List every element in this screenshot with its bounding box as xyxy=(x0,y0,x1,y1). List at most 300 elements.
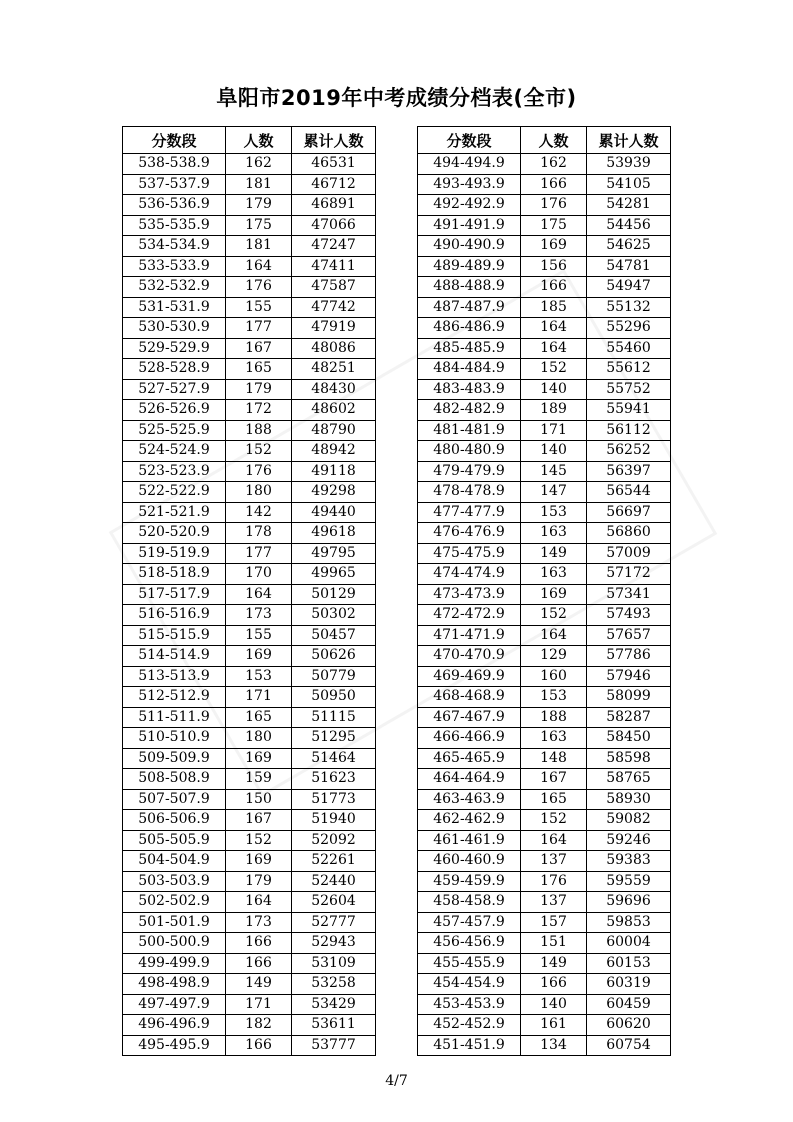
table-row xyxy=(418,441,671,462)
cell-cumulative: 56860 xyxy=(587,523,671,544)
table-row xyxy=(418,646,671,667)
table-row xyxy=(123,461,376,482)
cell-range: 532-532.9 xyxy=(123,277,226,298)
table-row xyxy=(418,605,671,626)
cell-range: 460-460.9 xyxy=(418,851,521,872)
table-row xyxy=(418,461,671,482)
cell-range: 506-506.9 xyxy=(123,810,226,831)
cell-range: 510-510.9 xyxy=(123,728,226,749)
cell-cumulative: 50457 xyxy=(292,625,376,646)
cell-count: 157 xyxy=(521,912,587,933)
cell-cumulative: 54947 xyxy=(587,277,671,298)
header-count: 人数 xyxy=(226,127,292,154)
table-row xyxy=(418,400,671,421)
cell-count: 140 xyxy=(521,379,587,400)
table-row xyxy=(123,789,376,810)
cell-cumulative: 53109 xyxy=(292,953,376,974)
table-row xyxy=(123,338,376,359)
cell-count: 175 xyxy=(226,215,292,236)
cell-cumulative: 55132 xyxy=(587,297,671,318)
cell-range: 454-454.9 xyxy=(418,974,521,995)
cell-count: 169 xyxy=(226,646,292,667)
table-row xyxy=(123,400,376,421)
cell-cumulative: 50779 xyxy=(292,666,376,687)
cell-range: 523-523.9 xyxy=(123,461,226,482)
cell-count: 164 xyxy=(521,830,587,851)
cell-cumulative: 56397 xyxy=(587,461,671,482)
cell-cumulative: 50129 xyxy=(292,584,376,605)
table-row xyxy=(123,564,376,585)
table-row xyxy=(418,789,671,810)
cell-range: 519-519.9 xyxy=(123,543,226,564)
cell-cumulative: 53777 xyxy=(292,1035,376,1056)
table-row xyxy=(418,707,671,728)
cell-count: 179 xyxy=(226,195,292,216)
cell-count: 153 xyxy=(521,502,587,523)
cell-cumulative: 59853 xyxy=(587,912,671,933)
table-row xyxy=(123,728,376,749)
cell-count: 164 xyxy=(521,338,587,359)
table-row xyxy=(123,769,376,790)
cell-count: 167 xyxy=(226,338,292,359)
cell-count: 166 xyxy=(521,174,587,195)
cell-cumulative: 46891 xyxy=(292,195,376,216)
cell-cumulative: 47066 xyxy=(292,215,376,236)
cell-count: 176 xyxy=(226,277,292,298)
cell-count: 177 xyxy=(226,543,292,564)
cell-range: 465-465.9 xyxy=(418,748,521,769)
cell-cumulative: 52261 xyxy=(292,851,376,872)
table-row xyxy=(123,256,376,277)
table-body-right xyxy=(418,154,671,1056)
cell-range: 513-513.9 xyxy=(123,666,226,687)
table-row xyxy=(418,543,671,564)
cell-count: 165 xyxy=(521,789,587,810)
cell-count: 156 xyxy=(521,256,587,277)
cell-count: 159 xyxy=(226,769,292,790)
cell-count: 145 xyxy=(521,461,587,482)
cell-range: 535-535.9 xyxy=(123,215,226,236)
cell-cumulative: 48942 xyxy=(292,441,376,462)
cell-cumulative: 53258 xyxy=(292,974,376,995)
cell-count: 129 xyxy=(521,646,587,667)
cell-count: 140 xyxy=(521,441,587,462)
cell-cumulative: 47247 xyxy=(292,236,376,257)
cell-cumulative: 60754 xyxy=(587,1035,671,1056)
cell-count: 179 xyxy=(226,379,292,400)
cell-range: 464-464.9 xyxy=(418,769,521,790)
table-row xyxy=(123,912,376,933)
cell-cumulative: 56112 xyxy=(587,420,671,441)
cell-range: 481-481.9 xyxy=(418,420,521,441)
table-row xyxy=(418,277,671,298)
cell-range: 475-475.9 xyxy=(418,543,521,564)
table-row xyxy=(123,810,376,831)
cell-range: 528-528.9 xyxy=(123,359,226,380)
table-row xyxy=(418,1035,671,1056)
table-row xyxy=(418,933,671,954)
cell-count: 153 xyxy=(521,687,587,708)
cell-cumulative: 59082 xyxy=(587,810,671,831)
cell-range: 515-515.9 xyxy=(123,625,226,646)
table-body-left xyxy=(123,154,376,1056)
cell-range: 462-462.9 xyxy=(418,810,521,831)
cell-range: 521-521.9 xyxy=(123,502,226,523)
cell-range: 511-511.9 xyxy=(123,707,226,728)
cell-count: 164 xyxy=(521,318,587,339)
cell-range: 463-463.9 xyxy=(418,789,521,810)
cell-count: 155 xyxy=(226,297,292,318)
cell-cumulative: 54456 xyxy=(587,215,671,236)
cell-cumulative: 59696 xyxy=(587,892,671,913)
cell-count: 152 xyxy=(521,810,587,831)
cell-cumulative: 48790 xyxy=(292,420,376,441)
cell-cumulative: 49118 xyxy=(292,461,376,482)
cell-cumulative: 51295 xyxy=(292,728,376,749)
cell-count: 173 xyxy=(226,912,292,933)
cell-range: 494-494.9 xyxy=(418,154,521,175)
cell-count: 151 xyxy=(521,933,587,954)
cell-cumulative: 50302 xyxy=(292,605,376,626)
cell-count: 169 xyxy=(521,236,587,257)
header-cumulative: 累计人数 xyxy=(587,127,671,154)
cell-range: 529-529.9 xyxy=(123,338,226,359)
cell-count: 149 xyxy=(226,974,292,995)
table-row xyxy=(418,359,671,380)
table-row xyxy=(123,277,376,298)
cell-cumulative: 46712 xyxy=(292,174,376,195)
cell-cumulative: 48086 xyxy=(292,338,376,359)
cell-cumulative: 49965 xyxy=(292,564,376,585)
cell-count: 149 xyxy=(521,953,587,974)
cell-range: 458-458.9 xyxy=(418,892,521,913)
cell-range: 483-483.9 xyxy=(418,379,521,400)
cell-range: 538-538.9 xyxy=(123,154,226,175)
cell-range: 530-530.9 xyxy=(123,318,226,339)
cell-count: 166 xyxy=(226,1035,292,1056)
table-row xyxy=(418,974,671,995)
table-row xyxy=(418,892,671,913)
table-row xyxy=(123,707,376,728)
cell-cumulative: 55612 xyxy=(587,359,671,380)
cell-cumulative: 57657 xyxy=(587,625,671,646)
table-row xyxy=(123,236,376,257)
cell-cumulative: 47742 xyxy=(292,297,376,318)
cell-count: 180 xyxy=(226,728,292,749)
cell-cumulative: 53939 xyxy=(587,154,671,175)
cell-cumulative: 57493 xyxy=(587,605,671,626)
cell-cumulative: 52777 xyxy=(292,912,376,933)
cell-cumulative: 51773 xyxy=(292,789,376,810)
page-title: 阜阳市2019年中考成绩分档表(全市) xyxy=(216,86,577,110)
cell-range: 459-459.9 xyxy=(418,871,521,892)
cell-range: 473-473.9 xyxy=(418,584,521,605)
cell-range: 472-472.9 xyxy=(418,605,521,626)
cell-range: 492-492.9 xyxy=(418,195,521,216)
cell-range: 502-502.9 xyxy=(123,892,226,913)
cell-range: 508-508.9 xyxy=(123,769,226,790)
table-row xyxy=(418,748,671,769)
cell-cumulative: 56697 xyxy=(587,502,671,523)
cell-count: 179 xyxy=(226,871,292,892)
cell-cumulative: 60620 xyxy=(587,1015,671,1036)
cell-range: 527-527.9 xyxy=(123,379,226,400)
cell-range: 499-499.9 xyxy=(123,953,226,974)
cell-range: 455-455.9 xyxy=(418,953,521,974)
table-row xyxy=(123,605,376,626)
cell-cumulative: 52943 xyxy=(292,933,376,954)
cell-range: 526-526.9 xyxy=(123,400,226,421)
cell-cumulative: 52092 xyxy=(292,830,376,851)
cell-count: 161 xyxy=(521,1015,587,1036)
cell-range: 479-479.9 xyxy=(418,461,521,482)
cell-count: 165 xyxy=(226,707,292,728)
cell-cumulative: 51940 xyxy=(292,810,376,831)
cell-cumulative: 55296 xyxy=(587,318,671,339)
cell-count: 171 xyxy=(226,687,292,708)
cell-count: 176 xyxy=(521,195,587,216)
table-header-row xyxy=(418,127,671,154)
cell-range: 516-516.9 xyxy=(123,605,226,626)
table-row xyxy=(123,748,376,769)
table-row xyxy=(123,687,376,708)
table-row xyxy=(418,994,671,1015)
table-row xyxy=(418,256,671,277)
table-row xyxy=(123,871,376,892)
cell-cumulative: 48251 xyxy=(292,359,376,380)
cell-range: 497-497.9 xyxy=(123,994,226,1015)
table-row xyxy=(418,318,671,339)
cell-cumulative: 50950 xyxy=(292,687,376,708)
cell-range: 509-509.9 xyxy=(123,748,226,769)
cell-count: 137 xyxy=(521,892,587,913)
cell-cumulative: 51115 xyxy=(292,707,376,728)
cell-count: 166 xyxy=(521,974,587,995)
cell-cumulative: 56544 xyxy=(587,482,671,503)
table-row xyxy=(418,810,671,831)
header-range: 分数段 xyxy=(123,127,226,154)
cell-cumulative: 59383 xyxy=(587,851,671,872)
table-row xyxy=(418,482,671,503)
cell-count: 147 xyxy=(521,482,587,503)
cell-range: 467-467.9 xyxy=(418,707,521,728)
cell-range: 469-469.9 xyxy=(418,666,521,687)
table-row xyxy=(123,441,376,462)
cell-cumulative: 60153 xyxy=(587,953,671,974)
table-row xyxy=(123,379,376,400)
cell-count: 140 xyxy=(521,994,587,1015)
cell-cumulative: 57341 xyxy=(587,584,671,605)
cell-range: 486-486.9 xyxy=(418,318,521,339)
header-cumulative: 累计人数 xyxy=(292,127,376,154)
cell-range: 505-505.9 xyxy=(123,830,226,851)
cell-cumulative: 57946 xyxy=(587,666,671,687)
table-row xyxy=(418,215,671,236)
cell-count: 167 xyxy=(521,769,587,790)
cell-cumulative: 54625 xyxy=(587,236,671,257)
table-row xyxy=(123,666,376,687)
cell-count: 169 xyxy=(521,584,587,605)
cell-count: 162 xyxy=(226,154,292,175)
table-row xyxy=(418,523,671,544)
table-row xyxy=(418,154,671,175)
cell-count: 177 xyxy=(226,318,292,339)
table-row xyxy=(123,646,376,667)
table-row xyxy=(123,625,376,646)
cell-range: 507-507.9 xyxy=(123,789,226,810)
cell-count: 172 xyxy=(226,400,292,421)
cell-cumulative: 57786 xyxy=(587,646,671,667)
cell-count: 181 xyxy=(226,174,292,195)
cell-range: 470-470.9 xyxy=(418,646,521,667)
table-row xyxy=(123,195,376,216)
cell-count: 178 xyxy=(226,523,292,544)
cell-count: 166 xyxy=(226,933,292,954)
cell-count: 169 xyxy=(226,748,292,769)
cell-cumulative: 56252 xyxy=(587,441,671,462)
cell-count: 164 xyxy=(521,625,587,646)
table-row xyxy=(123,851,376,872)
cell-count: 188 xyxy=(521,707,587,728)
table-row xyxy=(123,502,376,523)
cell-range: 501-501.9 xyxy=(123,912,226,933)
cell-cumulative: 52604 xyxy=(292,892,376,913)
cell-range: 525-525.9 xyxy=(123,420,226,441)
table-row xyxy=(418,830,671,851)
cell-count: 173 xyxy=(226,605,292,626)
cell-range: 514-514.9 xyxy=(123,646,226,667)
cell-cumulative: 58598 xyxy=(587,748,671,769)
table-row xyxy=(123,174,376,195)
cell-count: 152 xyxy=(226,830,292,851)
table-row xyxy=(418,297,671,318)
cell-range: 512-512.9 xyxy=(123,687,226,708)
cell-cumulative: 58765 xyxy=(587,769,671,790)
cell-count: 171 xyxy=(226,994,292,1015)
cell-count: 181 xyxy=(226,236,292,257)
cell-cumulative: 49298 xyxy=(292,482,376,503)
cell-count: 152 xyxy=(226,441,292,462)
cell-range: 520-520.9 xyxy=(123,523,226,544)
cell-count: 163 xyxy=(521,564,587,585)
cell-range: 500-500.9 xyxy=(123,933,226,954)
cell-cumulative: 54781 xyxy=(587,256,671,277)
cell-count: 162 xyxy=(521,154,587,175)
cell-cumulative: 49440 xyxy=(292,502,376,523)
table-row xyxy=(418,379,671,400)
cell-count: 134 xyxy=(521,1035,587,1056)
table-row xyxy=(123,1015,376,1036)
cell-range: 503-503.9 xyxy=(123,871,226,892)
table-row xyxy=(418,871,671,892)
cell-range: 491-491.9 xyxy=(418,215,521,236)
table-row xyxy=(123,318,376,339)
cell-cumulative: 52440 xyxy=(292,871,376,892)
table-row xyxy=(123,215,376,236)
cell-cumulative: 48430 xyxy=(292,379,376,400)
cell-count: 152 xyxy=(521,359,587,380)
table-row xyxy=(123,1035,376,1056)
cell-range: 489-489.9 xyxy=(418,256,521,277)
header-range: 分数段 xyxy=(418,127,521,154)
cell-count: 148 xyxy=(521,748,587,769)
cell-range: 534-534.9 xyxy=(123,236,226,257)
cell-range: 537-537.9 xyxy=(123,174,226,195)
cell-cumulative: 51623 xyxy=(292,769,376,790)
table-row xyxy=(123,543,376,564)
score-table-left xyxy=(122,126,376,1056)
cell-range: 471-471.9 xyxy=(418,625,521,646)
cell-count: 164 xyxy=(226,256,292,277)
cell-count: 150 xyxy=(226,789,292,810)
cell-cumulative: 50626 xyxy=(292,646,376,667)
cell-count: 165 xyxy=(226,359,292,380)
cell-range: 452-452.9 xyxy=(418,1015,521,1036)
cell-cumulative: 54281 xyxy=(587,195,671,216)
cell-cumulative: 53611 xyxy=(292,1015,376,1036)
cell-range: 478-478.9 xyxy=(418,482,521,503)
table-row xyxy=(418,584,671,605)
cell-cumulative: 55941 xyxy=(587,400,671,421)
table-row xyxy=(418,625,671,646)
table-row xyxy=(418,912,671,933)
cell-cumulative: 60319 xyxy=(587,974,671,995)
cell-count: 153 xyxy=(226,666,292,687)
table-row xyxy=(418,687,671,708)
cell-range: 453-453.9 xyxy=(418,994,521,1015)
cell-range: 461-461.9 xyxy=(418,830,521,851)
table-row xyxy=(418,420,671,441)
cell-count: 152 xyxy=(521,605,587,626)
cell-count: 182 xyxy=(226,1015,292,1036)
cell-cumulative: 46531 xyxy=(292,154,376,175)
cell-range: 533-533.9 xyxy=(123,256,226,277)
cell-range: 484-484.9 xyxy=(418,359,521,380)
table-row xyxy=(418,728,671,749)
cell-range: 466-466.9 xyxy=(418,728,521,749)
table-row xyxy=(123,359,376,380)
cell-range: 477-477.9 xyxy=(418,502,521,523)
cell-range: 482-482.9 xyxy=(418,400,521,421)
cell-cumulative: 57172 xyxy=(587,564,671,585)
cell-range: 522-522.9 xyxy=(123,482,226,503)
score-table-right xyxy=(417,126,671,1056)
table-row xyxy=(418,338,671,359)
header-count: 人数 xyxy=(521,127,587,154)
cell-count: 185 xyxy=(521,297,587,318)
table-row xyxy=(418,769,671,790)
table-row xyxy=(418,195,671,216)
cell-count: 166 xyxy=(521,277,587,298)
cell-cumulative: 47919 xyxy=(292,318,376,339)
cell-count: 175 xyxy=(521,215,587,236)
cell-count: 170 xyxy=(226,564,292,585)
table-row xyxy=(123,994,376,1015)
cell-count: 171 xyxy=(521,420,587,441)
table-row xyxy=(123,974,376,995)
table-header-row xyxy=(123,127,376,154)
cell-count: 163 xyxy=(521,728,587,749)
cell-range: 468-468.9 xyxy=(418,687,521,708)
cell-range: 488-488.9 xyxy=(418,277,521,298)
table-row xyxy=(123,830,376,851)
table-row xyxy=(418,1015,671,1036)
cell-range: 531-531.9 xyxy=(123,297,226,318)
cell-range: 451-451.9 xyxy=(418,1035,521,1056)
table-row xyxy=(123,933,376,954)
cell-cumulative: 59246 xyxy=(587,830,671,851)
cell-range: 457-457.9 xyxy=(418,912,521,933)
